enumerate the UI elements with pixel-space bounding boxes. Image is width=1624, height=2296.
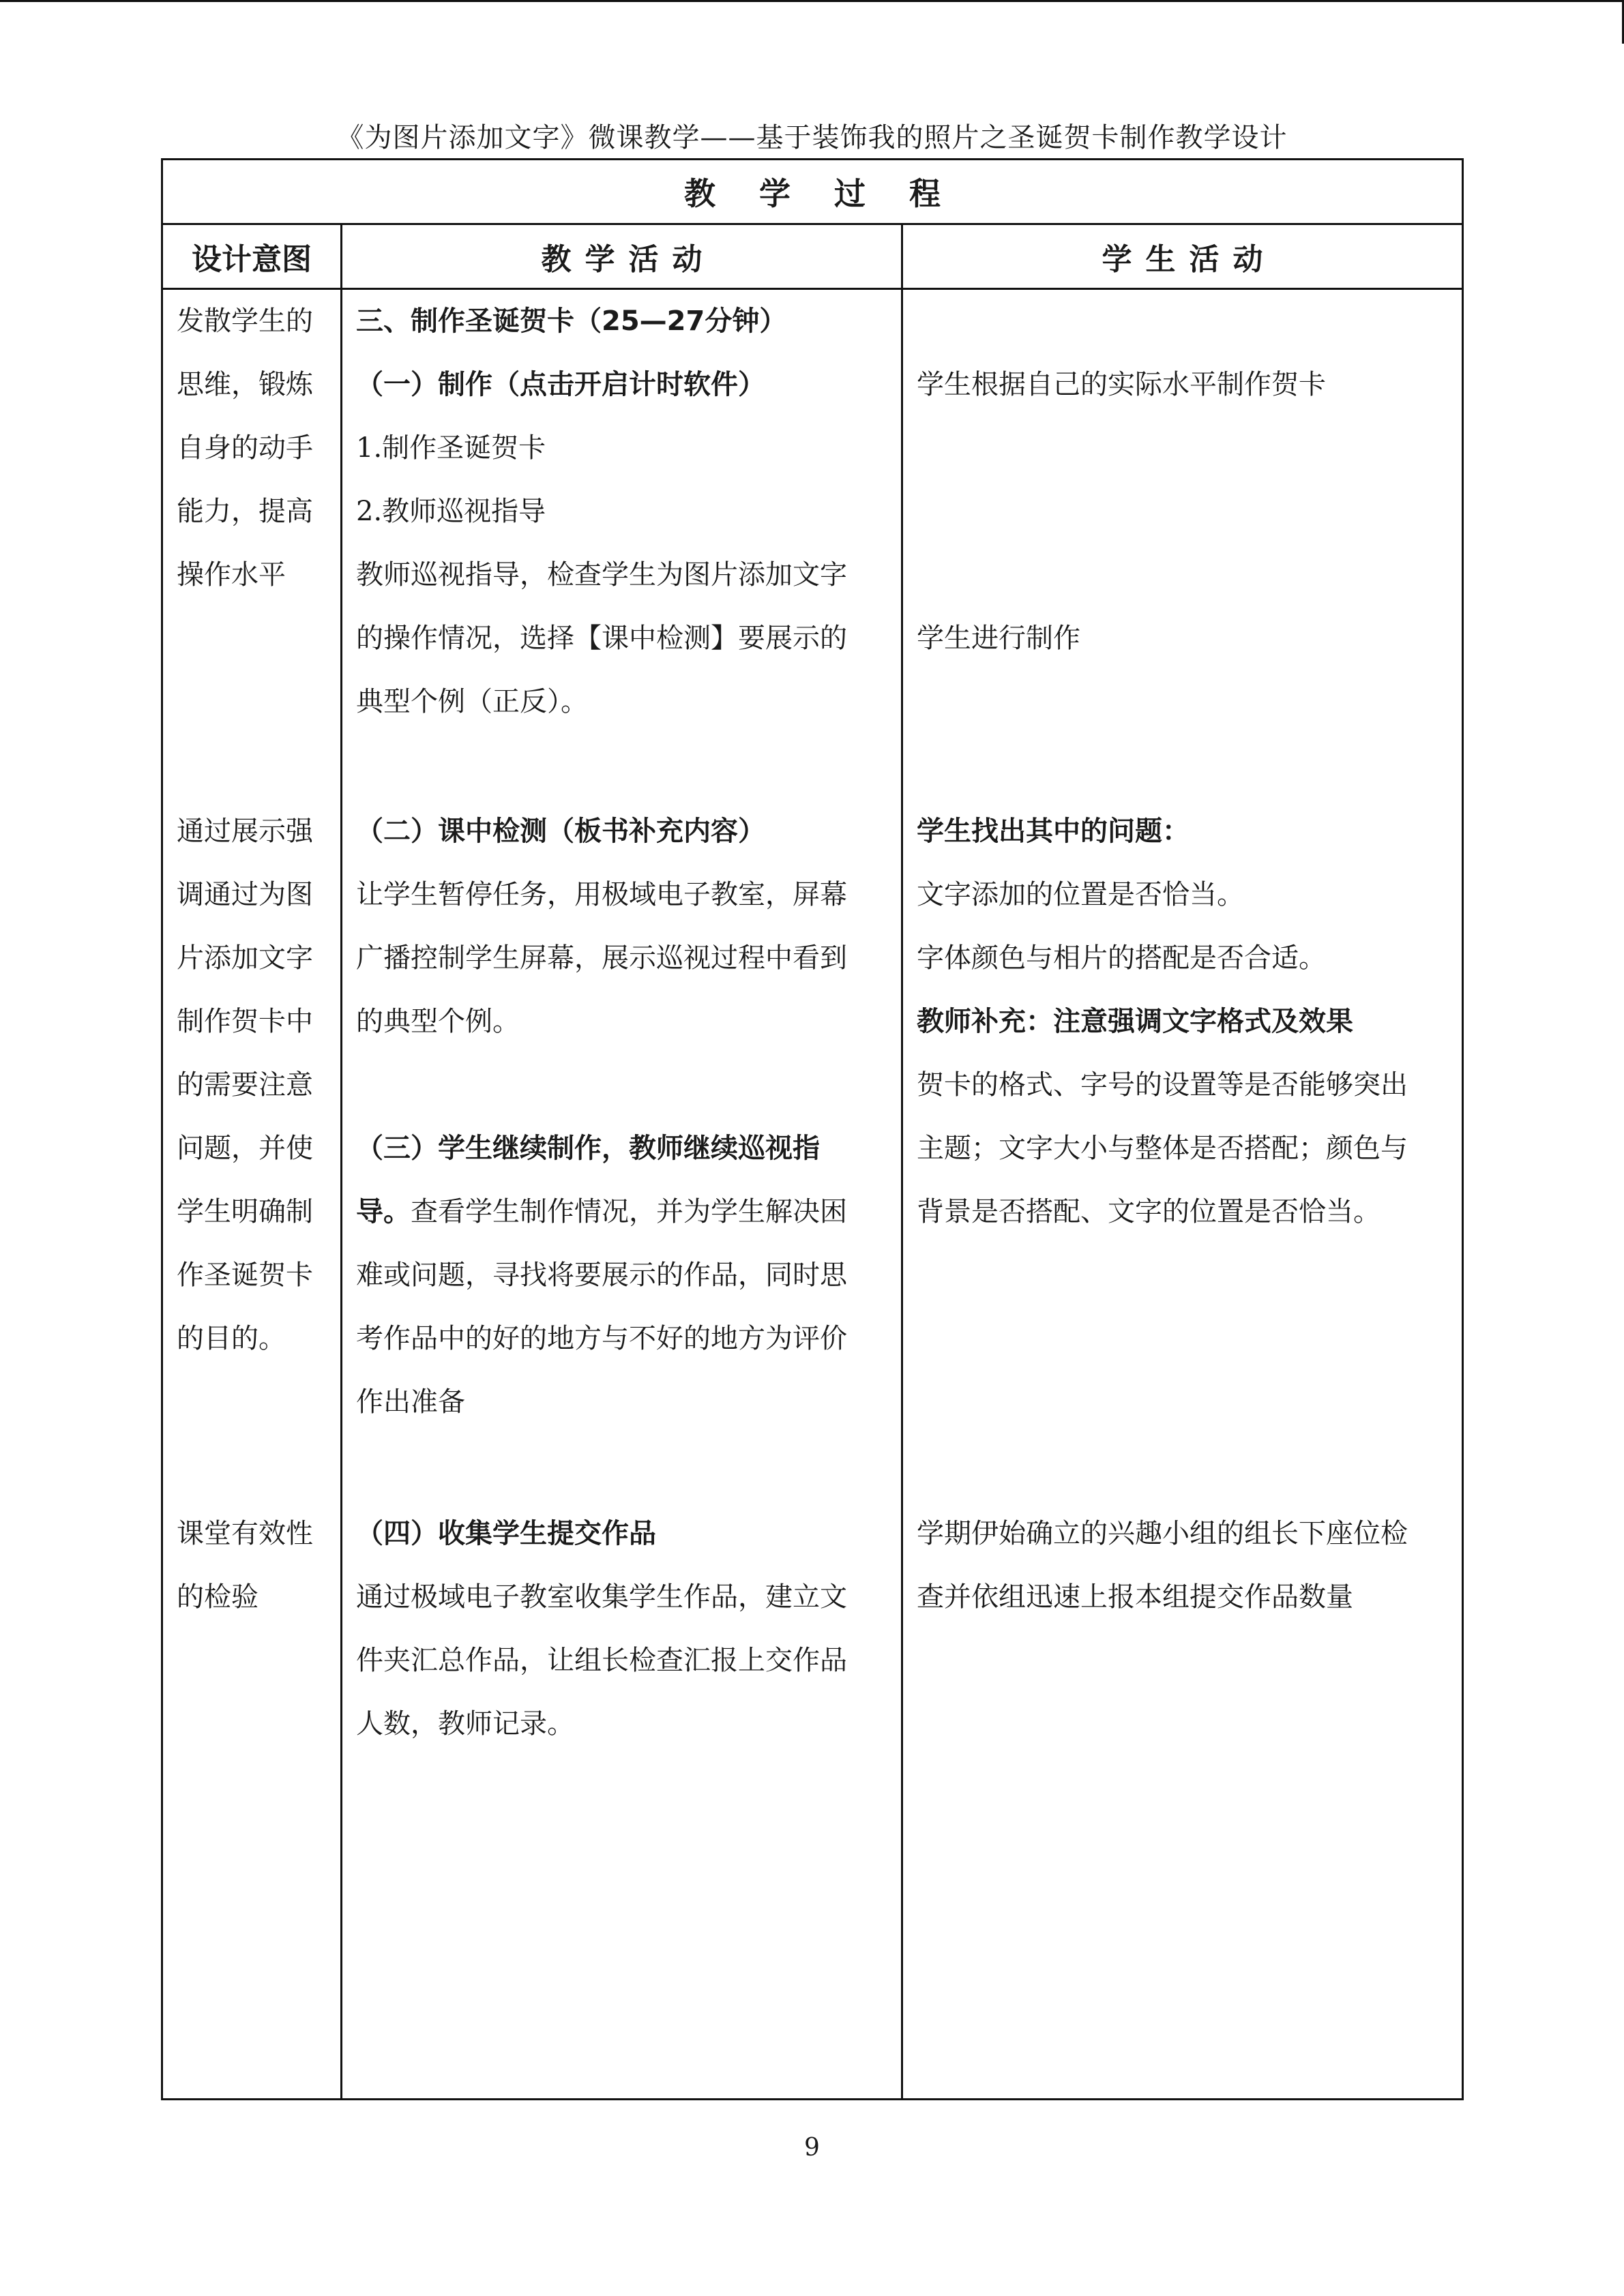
step-text: 教师巡视指导，检查学生为图片添加文字	[356, 559, 847, 591]
student-block-2	[917, 800, 1408, 1244]
teacher-block-2	[356, 800, 847, 1434]
step-item: 1.制作圣诞贺卡	[356, 432, 546, 464]
step-text: 的典型个例。	[356, 1006, 520, 1037]
student-text: 字体颜色与相片的搭配是否合适。	[917, 942, 1326, 974]
step-text: 让学生暂停任务，用极域电子教室，屏幕	[356, 879, 847, 910]
student-text: 查并依组迅速上报本组提交作品数量	[917, 1581, 1353, 1613]
step-text: 难或问题，寻找将要展示的作品，同时思	[356, 1259, 847, 1291]
intent-line: 制作贺卡中	[177, 1006, 313, 1037]
column-divider-1	[340, 223, 342, 2100]
step-text: 件夹汇总作品，让组长检查汇报上交作品	[356, 1645, 847, 1676]
teacher-block-3	[356, 1502, 847, 1756]
step-title: （三）学生继续制作，教师继续巡视指	[356, 1133, 820, 1164]
step-text: 广播控制学生屏幕，展示巡视过程中看到	[356, 942, 847, 974]
blank-line	[917, 480, 1326, 543]
step-item: 2.教师巡视指导	[356, 496, 546, 527]
intent-line: 自身的动手	[177, 432, 313, 464]
student-text: 学期伊始确立的兴趣小组的组长下座位检	[917, 1518, 1408, 1549]
intent-block-2	[177, 800, 313, 1371]
step-text-inline: 查看学生制作情况，并为学生解决困	[411, 1196, 847, 1227]
student-title: 学生找出其中的问题：	[917, 816, 1190, 847]
header-design-intent: 设计意图	[192, 242, 312, 277]
step-text: 的操作情况，选择【课中检测】要展示的	[356, 623, 847, 654]
step-text: 人数，教师记录。	[356, 1708, 574, 1740]
step-title-end: 导。	[356, 1196, 411, 1227]
intent-block-1	[177, 290, 313, 607]
table-band-title: 教学过程	[684, 175, 984, 212]
column-divider-2	[901, 223, 903, 2100]
intent-line: 发散学生的	[177, 305, 313, 337]
intent-line: 操作水平	[177, 559, 286, 591]
step-title: （二）课中检测（板书补充内容）	[356, 816, 765, 847]
step-title: （四）收集学生提交作品	[356, 1518, 656, 1549]
step-text: 作出准备	[356, 1386, 465, 1418]
step-text: 通过极域电子教室收集学生作品，建立文	[356, 1581, 847, 1613]
student-text: 学生根据自己的实际水平制作贺卡	[917, 369, 1326, 400]
step-text	[356, 1180, 847, 1244]
intent-line: 的需要注意	[177, 1069, 313, 1101]
page-top-border	[0, 0, 1624, 2]
student-text: 学生进行制作	[917, 623, 1080, 654]
intent-line: 调通过为图	[177, 879, 313, 910]
student-text: 背景是否搭配、文字的位置是否恰当。	[917, 1196, 1381, 1227]
section-title: 三、制作圣诞贺卡（25—27分钟）	[356, 305, 787, 337]
student-text: 文字添加的位置是否恰当。	[917, 879, 1244, 910]
intent-line: 片添加文字	[177, 942, 313, 974]
step-text: 典型个例（正反）。	[356, 686, 588, 717]
header-teaching-activity: 教学活动	[541, 242, 716, 277]
intent-line: 通过展示强	[177, 816, 313, 847]
blank-line	[917, 543, 1326, 607]
page-number: 9	[804, 2134, 820, 2162]
intent-line: 作圣诞贺卡	[177, 1259, 313, 1291]
blank-line	[356, 1054, 847, 1117]
intent-line: 问题，并使	[177, 1133, 313, 1164]
intent-line: 学生明确制	[177, 1196, 313, 1227]
student-block-1	[917, 353, 1326, 670]
student-text: 贺卡的格式、字号的设置等是否能够突出	[917, 1069, 1408, 1101]
intent-line: 课堂有效性	[177, 1518, 313, 1549]
teacher-supplement: 教师补充：注意强调文字格式及效果	[917, 1006, 1353, 1037]
intent-line: 的检验	[177, 1581, 259, 1613]
blank-line	[917, 417, 1326, 480]
document-title: 《为图片添加文字》微课教学——基于装饰我的照片之圣诞贺卡制作教学设计	[336, 122, 1288, 153]
step-title: （一）制作（点击开启计时软件）	[356, 369, 765, 400]
teacher-block-1	[356, 290, 847, 734]
intent-line: 思维，锻炼	[177, 369, 313, 400]
student-block-3	[917, 1502, 1408, 1629]
step-text: 考作品中的好的地方与不好的地方为评价	[356, 1323, 847, 1354]
intent-line: 能力，提高	[177, 496, 313, 527]
header-student-activity: 学生活动	[1102, 242, 1277, 277]
intent-line: 的目的。	[177, 1323, 286, 1354]
student-text: 主题；文字大小与整体是否搭配；颜色与	[917, 1133, 1408, 1164]
intent-block-3	[177, 1502, 313, 1629]
